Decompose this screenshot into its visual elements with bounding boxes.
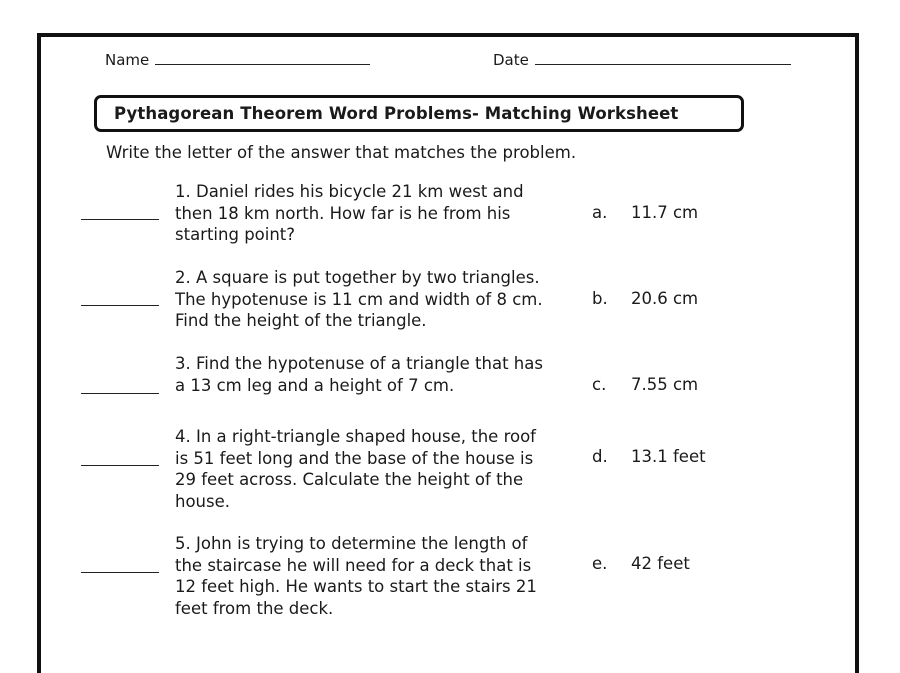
problem-text-5: 5. John is trying to determine the length of the staircase he will need for a deck that is 12 feet high. He wants to start the stairs 21 feet from the deck. (175, 534, 537, 618)
worksheet-title-box (94, 95, 744, 132)
answer-blank-1[interactable] (81, 219, 159, 220)
answer-blank-3[interactable] (81, 393, 159, 394)
name-blank-line[interactable] (155, 50, 370, 65)
choice-value-d: 13.1 feet (631, 447, 706, 466)
date-field[interactable] (493, 50, 791, 69)
choice-letter-b: b. (592, 289, 608, 308)
name-label: Name (105, 51, 150, 69)
choice-letter-d: d. (592, 447, 608, 466)
choice-value-e: 42 feet (631, 554, 690, 573)
choice-letter-a: a. (592, 203, 608, 222)
problem-text-4: 4. In a right-triangle shaped house, the roof is 51 feet long and the base of the house is 29 feet across. Calculate the height of the house. (175, 427, 536, 511)
choice-value-c: 7.55 cm (631, 375, 699, 394)
instructions: Write the letter of the answer that matches the problem. (106, 143, 577, 162)
problem-text-3: 3. Find the hypotenuse of a triangle that has a 13 cm leg and a height of 7 cm. (175, 354, 543, 395)
date-label: Date (493, 51, 529, 69)
answer-blank-4[interactable] (81, 465, 159, 466)
problem-text-2: 2. A square is put together by two triangles. The hypotenuse is 11 cm and width of 8 cm. Find the height of the triangle. (175, 268, 543, 330)
choice-letter-c: c. (592, 375, 607, 394)
worksheet-title: Pythagorean Theorem Word Problems- Matching Worksheet (114, 104, 679, 123)
answer-blank-5[interactable] (81, 572, 159, 573)
choice-value-a: 11.7 cm (631, 203, 699, 222)
name-field[interactable] (105, 50, 370, 69)
answer-blank-2[interactable] (81, 305, 159, 306)
choice-value-b: 20.6 cm (631, 289, 699, 308)
choice-letter-e: e. (592, 554, 608, 573)
problem-text-1: 1. Daniel rides his bicycle 21 km west and then 18 km north. How far is he from his starting point? (175, 182, 524, 244)
date-blank-line[interactable] (535, 50, 791, 65)
